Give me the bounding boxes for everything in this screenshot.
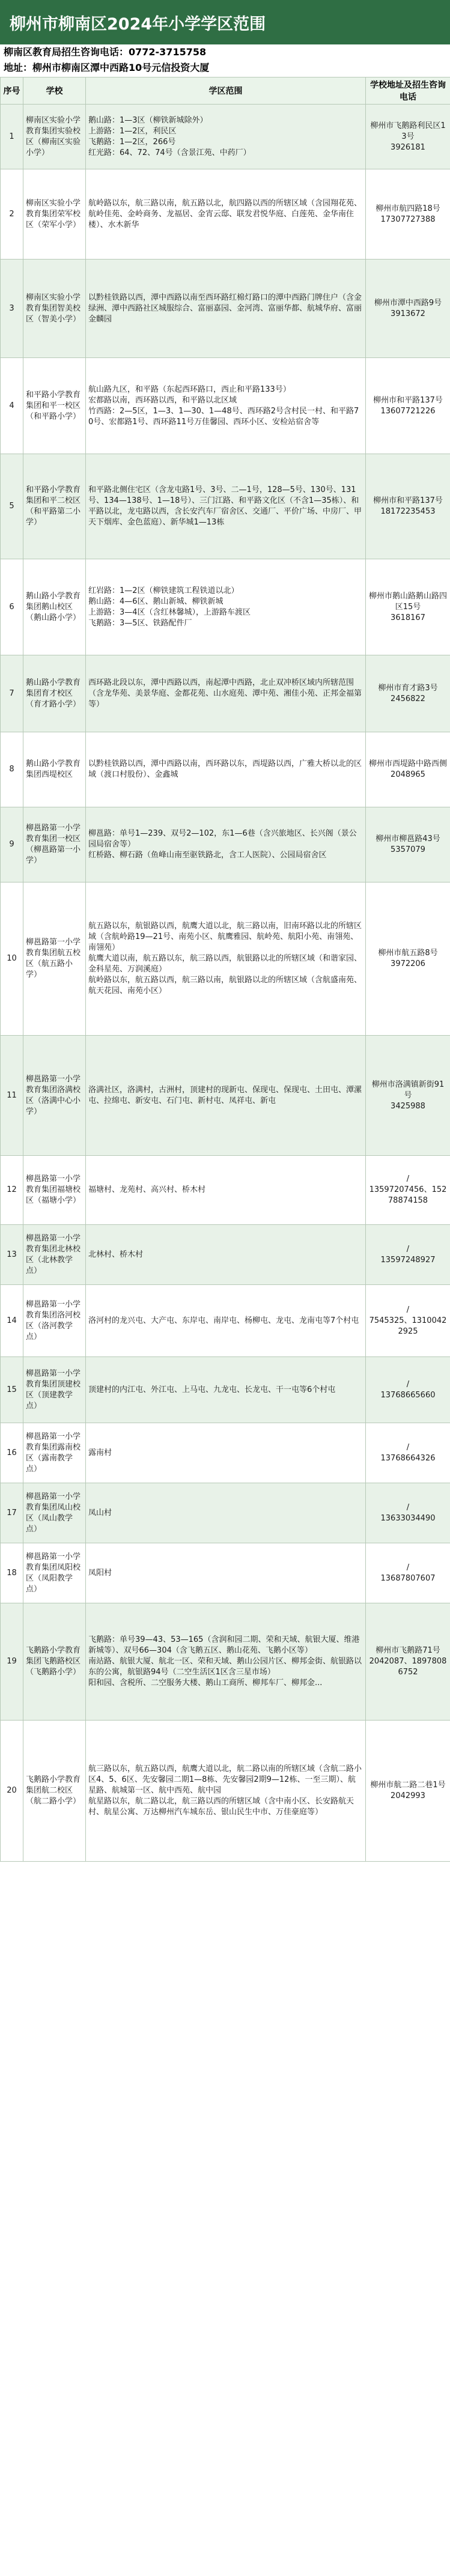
row-school: 柳邕路第一小学教育集团航五校区（航五路小学） <box>23 882 86 1036</box>
row-school: 柳邕路第一小学教育集团一校区（柳邕路第一小学） <box>23 807 86 882</box>
row-school: 和平路小学教育集团和平二校区（和平路第二小学） <box>23 454 86 559</box>
table-row <box>1 260 450 358</box>
table-row <box>1 358 450 454</box>
row-seq: 8 <box>1 732 23 807</box>
row-school: 鹅山路小学教育集团西堤校区 <box>23 732 86 807</box>
page-title: 柳州市柳南区2024年小学学区范围 <box>0 0 450 44</box>
row-address: 柳州市柳邕路43号 5357079 <box>366 807 450 882</box>
row-seq: 6 <box>1 559 23 655</box>
row-scope: 福塘村、龙苑村、高兴村、桥木村 <box>86 1156 366 1225</box>
row-address: / 13597248927 <box>366 1225 450 1285</box>
row-school: 和平路小学教育集团和平一校区（和平路小学） <box>23 358 86 454</box>
row-school: 柳邕路第一小学教育集团北林校区（北林教学点） <box>23 1225 86 1285</box>
phone-line: 柳南区教育局招生咨询电话：0772-3715758 <box>4 46 207 58</box>
row-address: 柳州市育才路3号 2456822 <box>366 655 450 732</box>
row-scope: 洛满社区，洛满村，古洲村，顶建村的现新屯、保现屯、保现屯、土田屯、潭漯屯、拉绵屯、新安屯、石门屯、新村屯、凤祥屯、新屯 <box>86 1036 366 1156</box>
table-header-row <box>1 77 450 105</box>
col-scope: 学区范围 <box>86 77 366 105</box>
row-scope: 北林村、桥木村 <box>86 1225 366 1285</box>
row-seq: 7 <box>1 655 23 732</box>
row-address: / 7545325、13100422925 <box>366 1285 450 1357</box>
row-school: 柳南区实验小学教育集团荣军校区（荣军小学） <box>23 169 86 260</box>
row-scope: 飞鹅路：单号39—43、53—165（含润和园二期、荣和天域、航银大厦、维港新城等）、双号66—304（含飞鹅五区、鹅山花苑、飞鹅小区等） 南站路、航银大厦、航北一区、荣和天域、鹅山公园片区、柳邦金街、航银路以东的公寓，航银路94号（二空生活区1区含三星市场） 阳和园、含税所、二空服务大楼、鹅山工商所、柳邦车厂、柳邦金... <box>86 1603 366 1721</box>
row-school: 鹅山路小学教育集团鹅山校区（鹅山路小学） <box>23 559 86 655</box>
row-seq: 9 <box>1 807 23 882</box>
school-district-table <box>0 77 450 1862</box>
row-address: 柳州市航二路二巷1号 2042993 <box>366 1721 450 1862</box>
row-school: 柳邕路第一小学教育集团福塘校区（福塘小学） <box>23 1156 86 1225</box>
row-address: 柳州市潭中西路9号 3913672 <box>366 260 450 358</box>
table-row <box>1 882 450 1036</box>
table-row <box>1 1721 450 1862</box>
row-school: 柳邕路第一小学教育集团洛河校区（洛河教学点） <box>23 1285 86 1357</box>
table-row <box>1 454 450 559</box>
row-scope: 西环路北段以东，潭中西路以西，南起潭中西路，北止双冲桥区域内所辖范围（含龙华苑、美景华庭、金都花苑、山水庭苑、潭中苑、湘佳小苑、正邦金福第等） <box>86 655 366 732</box>
row-school: 柳南区实验小学教育集团实验校区（柳南区实验小学） <box>23 105 86 169</box>
row-seq: 14 <box>1 1285 23 1357</box>
row-school: 飞鹅路小学教育集团飞鹅路校区（飞鹅路小学） <box>23 1603 86 1721</box>
school-district-table-wrap <box>0 77 450 1862</box>
row-seq: 4 <box>1 358 23 454</box>
row-address: 柳州市航四路18号 17307727388 <box>366 169 450 260</box>
row-scope: 顶建村的内江屯、外江屯、上马屯、九龙屯、长龙屯、干一屯等6个村屯 <box>86 1357 366 1423</box>
row-scope: 柳邕路：单号1—239、双号2—102，东1—6巷（含兴旅地区、长兴阁（景公园局宿舍等） 红桥路、柳石路（鱼峰山南至驱铁路北，含工人医院）、公园局宿舍区 <box>86 807 366 882</box>
row-address: / 13768665660 <box>366 1357 450 1423</box>
col-school: 学校 <box>23 77 86 105</box>
col-address: 学校地址及招生咨询电话 <box>366 77 450 105</box>
row-seq: 13 <box>1 1225 23 1285</box>
table-row <box>1 105 450 169</box>
col-seq: 序号 <box>1 77 23 105</box>
row-seq: 5 <box>1 454 23 559</box>
table-row <box>1 169 450 260</box>
row-seq: 20 <box>1 1721 23 1862</box>
row-address: 柳州市飞鹅路利民区13号 3926181 <box>366 105 450 169</box>
row-scope: 露南村 <box>86 1423 366 1483</box>
table-row <box>1 1357 450 1423</box>
row-school: 柳邕路第一小学教育集团凤阳校区（凤阳教学点） <box>23 1543 86 1603</box>
row-seq: 19 <box>1 1603 23 1721</box>
row-address: 柳州市鹅山路鹅山路四区15号 3618167 <box>366 559 450 655</box>
table-row <box>1 1285 450 1357</box>
row-seq: 3 <box>1 260 23 358</box>
table-row <box>1 807 450 882</box>
row-school: 鹅山路小学教育集团育才校区（育才路小学） <box>23 655 86 732</box>
row-seq: 17 <box>1 1483 23 1543</box>
row-seq: 10 <box>1 882 23 1036</box>
row-school: 柳南区实验小学教育集团智美校区（智美小学） <box>23 260 86 358</box>
row-address: 柳州市西堤路中路西侧 2048965 <box>366 732 450 807</box>
row-school: 柳邕路第一小学教育集团洛满校区（洛满中心小学） <box>23 1036 86 1156</box>
table-row <box>1 1423 450 1483</box>
row-scope: 凤山村 <box>86 1483 366 1543</box>
row-address: / 13597207456、15278874158 <box>366 1156 450 1225</box>
row-seq: 1 <box>1 105 23 169</box>
row-address: / 13768664326 <box>366 1423 450 1483</box>
table-row <box>1 732 450 807</box>
address-line: 地址：柳州市柳南区潭中西路10号元信投资大厦 <box>4 62 210 73</box>
table-row <box>1 559 450 655</box>
row-address: / 13687807607 <box>366 1543 450 1603</box>
row-seq: 2 <box>1 169 23 260</box>
row-school: 飞鹅路小学教育集团航二校区（航二路小学） <box>23 1721 86 1862</box>
table-row <box>1 1603 450 1721</box>
table-row <box>1 1543 450 1603</box>
row-address: 柳州市和平路137号 13607721226 <box>366 358 450 454</box>
row-scope: 以黔桂铁路以西，潭中西路以南，西环路以东，西堤路以西，广雅大桥以北的区域（渡口村股份）、金鑫城 <box>86 732 366 807</box>
row-seq: 16 <box>1 1423 23 1483</box>
row-address: 柳州市航五路8号 3972206 <box>366 882 450 1036</box>
table-row <box>1 1483 450 1543</box>
row-scope: 洛河村的龙兴屯、大产屯、东岸屯、南岸屯、杨柳屯、龙屯、龙南屯等7个村屯 <box>86 1285 366 1357</box>
table-row <box>1 1036 450 1156</box>
row-school: 柳邕路第一小学教育集团凤山校区（凤山教学点） <box>23 1483 86 1543</box>
row-scope: 鹅山路：1—3区（柳铁新城除外） 上游路：1—2区，利民区 飞鹅路：1—2区，266号 红光路：64、72、74号（含景江苑、中药厂） <box>86 105 366 169</box>
row-scope: 和平路北侧住宅区（含龙屯路1号、3号、二—1号，128—5号、130号、131号、134—138号、1—18号）、三门江路、和平路文化区（不含1—35栋）、和平路以北，龙屯路以西，含长安汽车厂宿舍区、交通厂、平价广场、中房厂、甲天下烟库、金色蓝庭）、新华城1—13栋 <box>86 454 366 559</box>
table-row <box>1 1225 450 1285</box>
row-scope: 凤阳村 <box>86 1543 366 1603</box>
row-scope: 航五路以东，航银路以西，航鹰大道以北，航三路以南，旧南环路以北的所辖区域（含航岭路19—21号、南苑小区、航鹰雅园、航岭苑、航阳小苑、南翎苑、南翎苑） 航鹰大道以南，航五路以东，航三路以西，航银路以北的所辖区域（和谐家园、金科星苑、万润溪庭） 航岭路以东，航五路以西，航三路以南，航银路以北的所辖区域（含航盛南苑、航天花园、南苑小区） <box>86 882 366 1036</box>
row-school: 柳邕路第一小学教育集团露南校区（露南教学点） <box>23 1423 86 1483</box>
row-seq: 12 <box>1 1156 23 1225</box>
row-seq: 15 <box>1 1357 23 1423</box>
row-seq: 11 <box>1 1036 23 1156</box>
row-scope: 以黔桂铁路以西，潭中西路以南至西环路红棉灯路口的潭中西路门牌住户（含金绿洲、潭中西路社区城服综合、富丽嘉园、金河湾、富丽华都、航城华府、富丽金麟园 <box>86 260 366 358</box>
row-seq: 18 <box>1 1543 23 1603</box>
row-address: / 13633034490 <box>366 1483 450 1543</box>
row-address: 柳州市和平路137号 18172235453 <box>366 454 450 559</box>
table-row <box>1 1156 450 1225</box>
row-address: 柳州市洛满镇新街91号 3425988 <box>366 1036 450 1156</box>
row-scope: 航岭路以东，航三路以南，航五路以北，航四路以西的所辖区域（含园翔花苑、航岭佳苑、金岭商务、龙福居、金宵云邸、联发君悦华庭、白莲苑、金华南住楼）、水木新华 <box>86 169 366 260</box>
row-scope: 航三路以东，航五路以西，航鹰大道以北，航二路以南的所辖区域（含航二路小区4、5、6区、先安馨园二期1—8栋、先安馨园2期9—12栋、一至三期）、航星路、航城第一区、航中西苑、航中园 航星路以东，航二路以北，航三路以西的所辖区域（含中南小区、长安路航天村、航星公寓、万达柳州汽车城东岳、银山民生中市、万佳豪庭等） <box>86 1721 366 1862</box>
table-body <box>1 105 450 1862</box>
row-scope: 红岩路：1—2区（柳铁建筑工程铁道以北） 鹅山路：4—6区、鹅山新城、柳铁新城 上游路：3—4区（含红林馨城），上游路车渡区 飞鹅路：3—5区、铁路配件厂 <box>86 559 366 655</box>
row-school: 柳邕路第一小学教育集团顶建校区（顶建教学点） <box>23 1357 86 1423</box>
row-scope: 航山路九区，和平路（东起西环路口，西止和平路133号） 宏都路以南，西环路以西，和平路以北区域 竹西路：2—5区，1—3、1—30、1—48号、西环路2号含村民一村、和平路70号、宏都路1号、西环路11号万佳馨园、西环小区、安检站宿舍等 <box>86 358 366 454</box>
table-row <box>1 655 450 732</box>
row-address: 柳州市飞鹅路71号 2042087、18978086752 <box>366 1603 450 1721</box>
